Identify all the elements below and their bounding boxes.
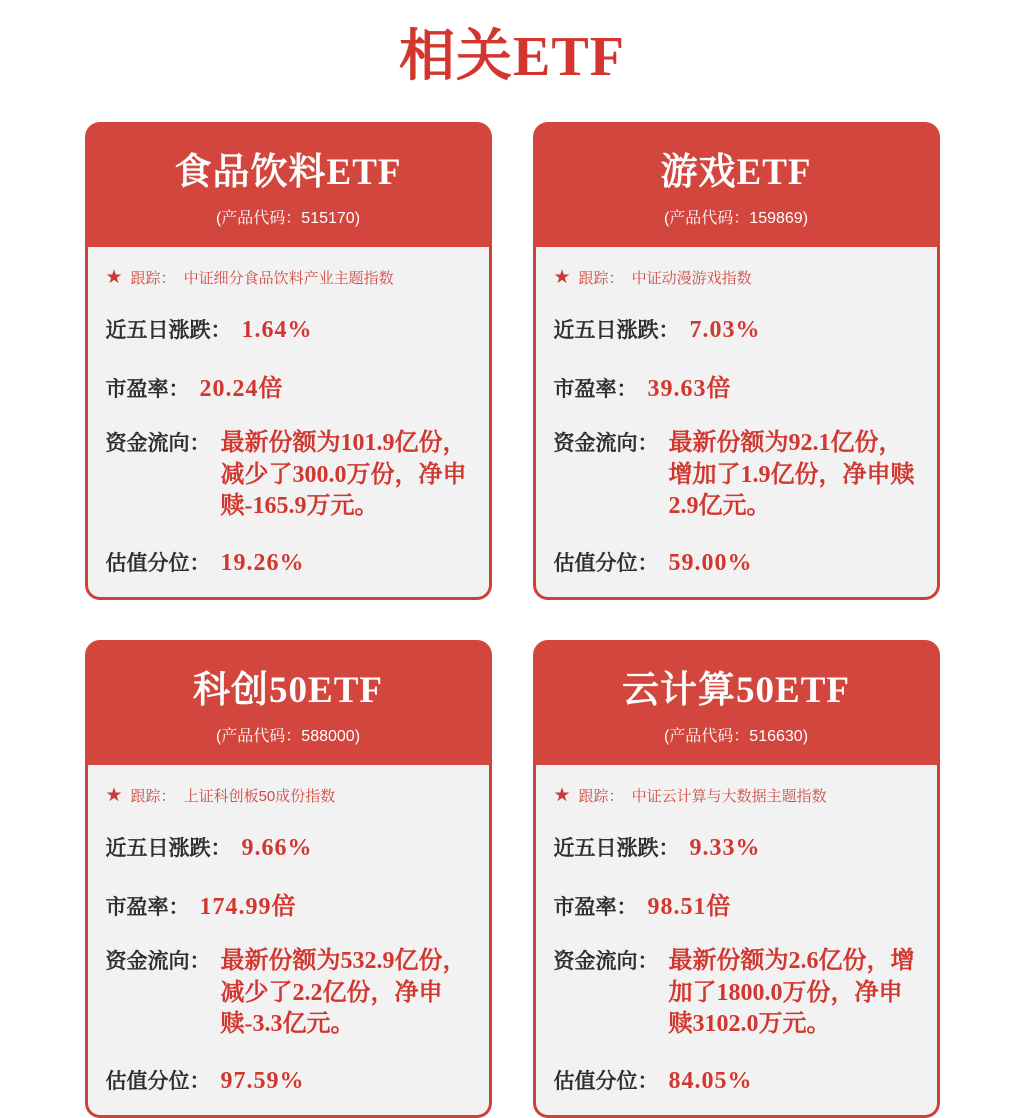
change-5d-value: 9.66% bbox=[241, 835, 313, 862]
track-index: 上证科创板50成份指数 bbox=[183, 788, 336, 806]
valuation-row bbox=[554, 1065, 919, 1095]
valuation-label: 估值分位： bbox=[553, 1070, 659, 1094]
valuation-label: 估值分位： bbox=[105, 1070, 211, 1094]
track-label: 跟踪： bbox=[130, 270, 176, 287]
pe-value: 174.99倍 bbox=[199, 894, 297, 921]
fund-flow-value: 最新份额为101.9亿份，减少了300.0万份，净申赎-165.9万元。 bbox=[220, 430, 467, 520]
track-index: 中证细分食品饮料产业主题指数 bbox=[183, 270, 394, 287]
track-label: 跟踪： bbox=[578, 270, 624, 287]
star-icon: ★ bbox=[105, 267, 123, 288]
pe-value: 39.63倍 bbox=[647, 376, 732, 402]
etf-card-star50 bbox=[85, 640, 492, 1118]
fund-flow-row bbox=[106, 427, 471, 523]
change-5d-value: 7.03% bbox=[689, 317, 761, 343]
change-5d-row bbox=[554, 832, 919, 862]
star-icon: ★ bbox=[105, 785, 123, 807]
fund-flow-value: 最新份额为92.1亿份，增加了1.9亿份，净申赎2.9亿元。 bbox=[668, 430, 915, 520]
fund-flow-label: 资金流向： bbox=[553, 950, 659, 974]
etf-product-code: (产品代码：588000) bbox=[215, 728, 361, 746]
valuation-value: 59.00% bbox=[668, 550, 753, 577]
card-header bbox=[533, 640, 940, 765]
change-5d-label: 近五日涨跌： bbox=[553, 837, 680, 861]
page-title: 相关ETF bbox=[399, 26, 625, 88]
etf-product-code: (产品代码：515170) bbox=[215, 210, 361, 227]
track-row bbox=[554, 267, 919, 288]
pe-row bbox=[554, 368, 919, 403]
track-label: 跟踪： bbox=[130, 788, 176, 806]
etf-product-code: (产品代码：159869) bbox=[663, 210, 809, 227]
track-row bbox=[106, 267, 471, 288]
card-body bbox=[85, 247, 492, 600]
valuation-row bbox=[106, 1065, 471, 1095]
pe-row bbox=[106, 368, 471, 403]
pe-label: 市盈率： bbox=[553, 378, 638, 401]
change-5d-value: 1.64% bbox=[241, 317, 313, 343]
card-body bbox=[533, 765, 940, 1118]
pe-label: 市盈率： bbox=[105, 896, 190, 920]
card-header bbox=[85, 122, 492, 247]
change-5d-value: 9.33% bbox=[689, 835, 761, 862]
change-5d-label: 近五日涨跌： bbox=[553, 319, 680, 342]
track-row bbox=[554, 785, 919, 806]
etf-name: 科创50ETF bbox=[193, 670, 383, 712]
fund-flow-label: 资金流向： bbox=[105, 950, 211, 974]
track-index: 中证云计算与大数据主题指数 bbox=[631, 788, 827, 806]
fund-flow-row bbox=[554, 945, 919, 1041]
fund-flow-row bbox=[554, 427, 919, 523]
fund-flow-label: 资金流向： bbox=[553, 432, 659, 455]
valuation-value: 19.26% bbox=[220, 550, 305, 577]
pe-row bbox=[106, 886, 471, 921]
pe-value: 20.24倍 bbox=[199, 376, 284, 402]
fund-flow-row bbox=[106, 945, 471, 1041]
track-index: 中证动漫游戏指数 bbox=[631, 270, 752, 287]
etf-cards-grid bbox=[0, 122, 1024, 1118]
etf-card-cloud50 bbox=[533, 640, 940, 1118]
fund-flow-value: 最新份额为532.9亿份，减少了2.2亿份，净申赎-3.3亿元。 bbox=[220, 948, 467, 1038]
star-icon: ★ bbox=[553, 267, 571, 288]
valuation-row bbox=[106, 547, 471, 577]
etf-product-code: (产品代码：516630) bbox=[663, 728, 809, 746]
valuation-value: 97.59% bbox=[220, 1068, 305, 1095]
pe-label: 市盈率： bbox=[105, 378, 190, 401]
change-5d-label: 近五日涨跌： bbox=[105, 319, 232, 342]
card-header bbox=[85, 640, 492, 765]
valuation-value: 84.05% bbox=[668, 1068, 753, 1095]
change-5d-row bbox=[554, 314, 919, 344]
etf-card-food-beverage bbox=[85, 122, 492, 600]
pe-label: 市盈率： bbox=[553, 896, 638, 920]
valuation-label: 估值分位： bbox=[105, 552, 211, 576]
track-row bbox=[106, 785, 471, 806]
card-header bbox=[533, 122, 940, 247]
change-5d-row bbox=[106, 832, 471, 862]
card-body bbox=[533, 247, 940, 600]
etf-name: 食品饮料ETF bbox=[174, 152, 402, 193]
track-label: 跟踪： bbox=[578, 788, 624, 806]
valuation-label: 估值分位： bbox=[553, 552, 659, 576]
star-icon: ★ bbox=[553, 785, 571, 807]
change-5d-label: 近五日涨跌： bbox=[105, 837, 232, 861]
etf-name: 游戏ETF bbox=[660, 152, 812, 193]
pe-row bbox=[554, 886, 919, 921]
valuation-row bbox=[554, 547, 919, 577]
etf-name: 云计算50ETF bbox=[622, 670, 850, 712]
fund-flow-label: 资金流向： bbox=[105, 432, 211, 455]
card-body bbox=[85, 765, 492, 1118]
fund-flow-value: 最新份额为2.6亿份，增加了1800.0万份，净申赎3102.0万元。 bbox=[668, 948, 915, 1038]
etf-card-game bbox=[533, 122, 940, 600]
change-5d-row bbox=[106, 314, 471, 344]
pe-value: 98.51倍 bbox=[647, 894, 732, 921]
